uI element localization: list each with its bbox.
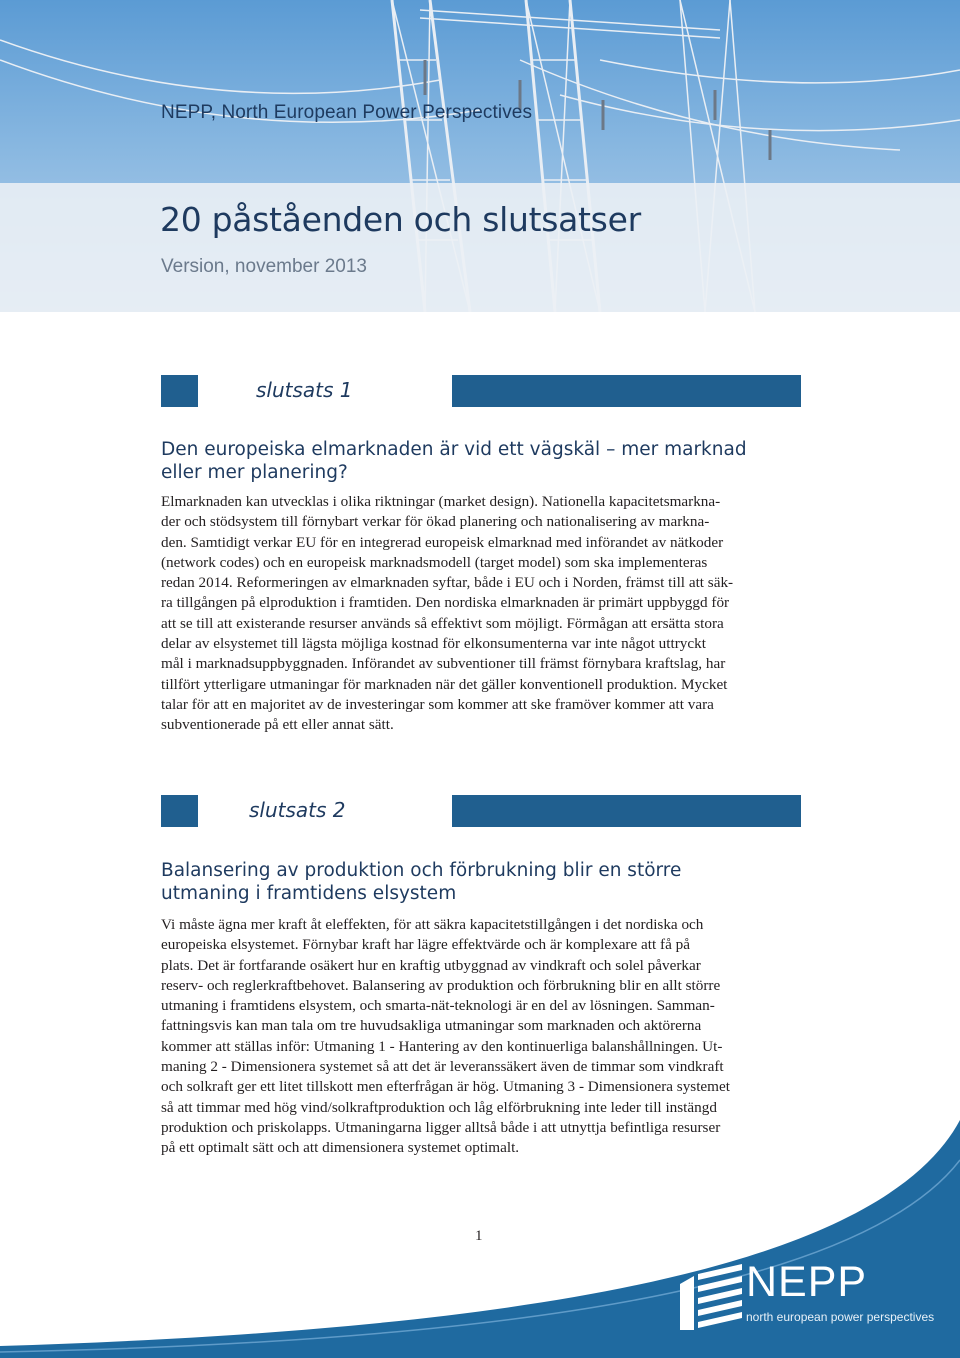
section-banner — [161, 375, 801, 407]
body-line: talar för att en majoritet av de investeringar som kommer att ske framöver kommer att vara — [161, 695, 714, 713]
body-line: så att timmar med hög vind/solkraftproduktion och låg elförbrukning inte leder till instängd — [161, 1098, 717, 1116]
heading-line: Den europeiska elmarknaden är vid ett vägskäl – mer marknad — [161, 439, 747, 460]
section-banner — [161, 795, 801, 827]
body-line: reserv- och reglerkraftbehovet. Balansering av produktion och förbrukning blir en allt större — [161, 976, 721, 994]
page-version: Version, november 2013 — [161, 256, 367, 277]
logo-tagline: north european power perspectives — [746, 1310, 935, 1324]
body-line: subventionerade på ett eller annat sätt. — [161, 716, 394, 734]
body-line: tillfört ytterligare utmaningar för marknaden när det gäller konventionell produktion. Mycket — [161, 675, 728, 693]
body-line: europeiska elsystemet. Förnybar kraft har lägre effektvärde och är komplexare att få på — [161, 936, 690, 954]
body-line: maning 2 - Dimensionera systemet så att det är leveranssäkert även de timmar som vindkraft — [161, 1058, 724, 1076]
body-line: Elmarknaden kan utvecklas i olika riktningar (market design). Nationella kapacitetsmarkna- — [161, 493, 721, 510]
banner-block-left — [161, 375, 198, 407]
banner-block-right — [452, 795, 801, 827]
nepp-logo-icon — [680, 1264, 742, 1330]
body-line: delar av elsystemet till lägsta möjliga kostnad för elkonsumenterna var inte något uttryckt — [161, 635, 706, 653]
body-line: der och stödsystem till förnybart verkar för ökad planering och nationalisering av markna- — [161, 513, 710, 531]
body-line: fattningsvis kan man tala om tre huvudsakliga utmaningar som marknaden och aktörerna — [161, 1017, 702, 1035]
body-line: utmaning i framtidens elsystem, och smarta-nät-teknologi är en del av lösningen. Samman- — [161, 997, 715, 1015]
page-number: 1 — [475, 1228, 483, 1244]
page-title: 20 påståenden och slutsatser — [160, 200, 641, 239]
section-label: slutsats 1 — [256, 378, 353, 402]
brand-line: NEPP, North European Power Perspectives — [161, 102, 533, 123]
body-line: och solkraft ger ett litet tillskott men efterfrågan är hög. Utmaning 3 - Dimensionera systemet — [161, 1078, 730, 1096]
body-line: plats. Det är fortfarande osäkert hur en kraftig utbyggnad av vindkraft och solel påverkar — [161, 956, 701, 974]
section-heading — [161, 859, 811, 905]
nepp-logo — [680, 1258, 935, 1332]
body-line: mål i marknadsuppbyggnaden. Införandet av subventioner till främst förnybara kraftslag, har — [161, 655, 726, 673]
header-photo — [0, 0, 960, 312]
body-line: kommer att ställas inför: Utmaning 1 - Hantering av den kontinuerliga balanshållningen. Ut- — [161, 1037, 723, 1055]
body-line: på ett optimalt sätt och att dimensionera systemet optimalt. — [161, 1139, 520, 1157]
body-line: ra tillgången på elproduktion i framtiden. Den nordiska elmarknaden är primärt uppbyggd för — [161, 594, 730, 612]
section-body — [161, 492, 801, 736]
body-line: produktion och priskolapps. Utmaningarna ligger alltså både i att utnyttja befintliga resurser — [161, 1118, 721, 1136]
section-heading — [161, 438, 811, 484]
body-line: att se till att existerande resurser används så effektivt som möjligt. Förmågan att ersätta stora — [161, 614, 724, 632]
heading-line: Balansering av produktion och förbrukning blir en större — [161, 860, 682, 881]
body-line: (network codes) och en europeisk marknadsmodell (target model) som ska implementeras — [161, 553, 708, 571]
body-line: den. Samtidigt verkar EU för en integrerad europeisk elmarknad med införandet av nätkoder — [161, 533, 724, 551]
heading-line: utmaning i framtidens elsystem — [161, 883, 457, 904]
heading-line: eller mer planering? — [161, 462, 348, 483]
body-line: redan 2014. Reformeringen av elmarknaden syftar, både i EU och i Norden, främst till att säk- — [161, 574, 734, 592]
section-label: slutsats 2 — [249, 798, 346, 822]
banner-block-left — [161, 795, 198, 827]
logo-wordmark: NEPP — [746, 1258, 868, 1306]
body-line: Vi måste ägna mer kraft åt eleffekten, för att säkra kapacitetstillgången i det nordiska och — [161, 916, 704, 933]
banner-block-right — [452, 375, 801, 407]
